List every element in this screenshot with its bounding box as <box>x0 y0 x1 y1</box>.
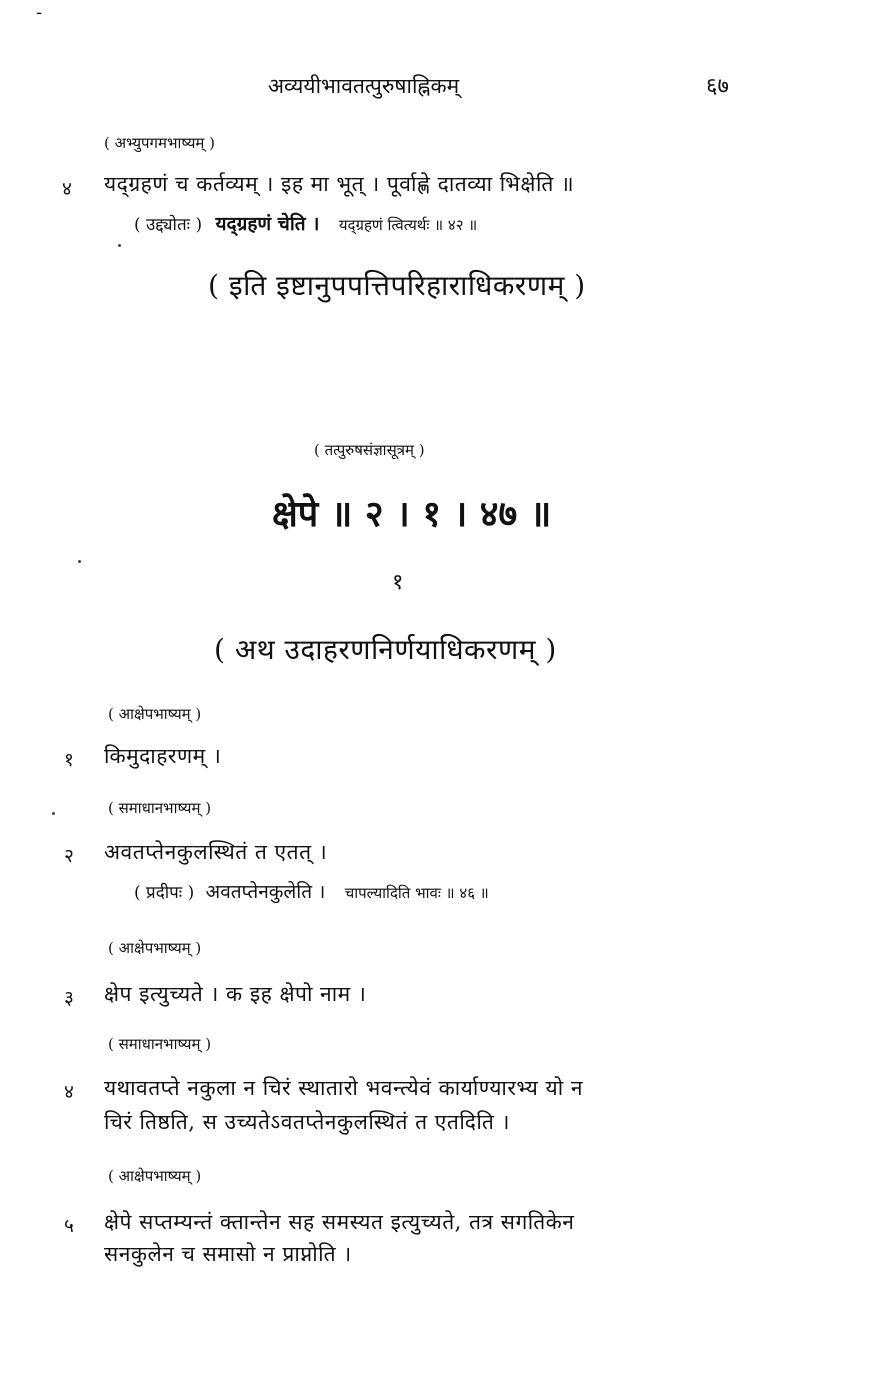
bhashya-label: ( अभ्युपगमभाष्यम् ) <box>104 134 216 152</box>
paragraph-number: ४ <box>62 178 72 200</box>
commentary-bold: यद्ग्रहणं चेति । <box>215 213 320 235</box>
bhashya-label: ( समाधानभाष्यम् ) <box>108 1035 212 1053</box>
running-title: अव्ययीभावतत्पुरुषाह्निकम् <box>268 74 460 98</box>
commentary-line <box>134 878 489 904</box>
adhikarana-heading: ( अथ उदाहरणनिर्णयाधिकरणम् ) <box>214 633 557 666</box>
paragraph-line: क्षेप इत्युच्यते । क इह क्षेपो नाम । <box>104 982 367 1006</box>
bhashya-label: ( आक्षेपभाष्यम् ) <box>108 1167 202 1185</box>
paragraph-line: क्षेपे सप्तम्यन्तं क्तान्तेन सह समस्यत इत्युच्यते, तत्र सगतिकेन <box>104 1210 575 1234</box>
paragraph-number: १ <box>64 749 74 771</box>
paragraph-number: ५ <box>64 1215 74 1237</box>
commentary-rest: चापल्यादिति भावः ॥ ४६ ॥ <box>344 884 489 902</box>
paragraph-number: ३ <box>64 987 74 1009</box>
bhashya-label: ( आक्षेपभाष्यम् ) <box>108 939 202 957</box>
paragraph-text: यद्ग्रहणं च कर्तव्यम् । इह मा भूत् । पूर्वाह्णे दातव्या भिक्षेति ॥ <box>104 172 575 196</box>
paragraph-number: २ <box>64 845 74 867</box>
corner-mark: - <box>36 2 43 23</box>
scan-speck <box>118 244 121 247</box>
paragraph-line: यथावतप्ते नकुला न चिरं स्थातारो भवन्त्येवं कार्याण्यारभ्य यो न <box>104 1076 583 1100</box>
paragraph-line: किमुदाहरणम् । <box>104 744 222 768</box>
scan-speck <box>78 560 81 563</box>
paragraph-line: चिरं तिष्ठति, स उच्यतेऽवतप्तेनकुलस्थितं त एतदिति । <box>104 1110 510 1134</box>
commentary-label: ( उद्द्योतः ) <box>134 215 203 235</box>
scan-speck <box>52 812 55 815</box>
page-number: ६७ <box>706 74 729 99</box>
commentary-rest: यद्ग्रहणं त्वित्यर्थः ॥ ४२ ॥ <box>338 216 478 234</box>
closing-heading: ( इति इष्टानुपपत्तिपरिहाराधिकरणम् ) <box>208 269 586 302</box>
adhikarana-number: १ <box>392 570 404 595</box>
bhashya-label: ( समाधानभाष्यम् ) <box>108 799 212 817</box>
paragraph-line: अवतप्तेनकुलस्थितं त एतत् । <box>104 840 328 864</box>
sutra-text: क्षेपे ॥ २ । १ । ४७ ॥ <box>272 493 552 535</box>
sutra-label: ( तत्पुरुषसंज्ञासूत्रम् ) <box>314 441 425 459</box>
paragraph-line: सनकुलेन च समासो न प्राप्नोति । <box>104 1242 352 1266</box>
paragraph-number: ४ <box>64 1081 74 1103</box>
commentary-line <box>134 210 477 236</box>
commentary-label: ( प्रदीपः ) <box>134 883 195 903</box>
commentary-bold: अवतप्तेनकुलेति । <box>205 881 326 903</box>
bhashya-label: ( आक्षेपभाष्यम् ) <box>108 705 202 723</box>
